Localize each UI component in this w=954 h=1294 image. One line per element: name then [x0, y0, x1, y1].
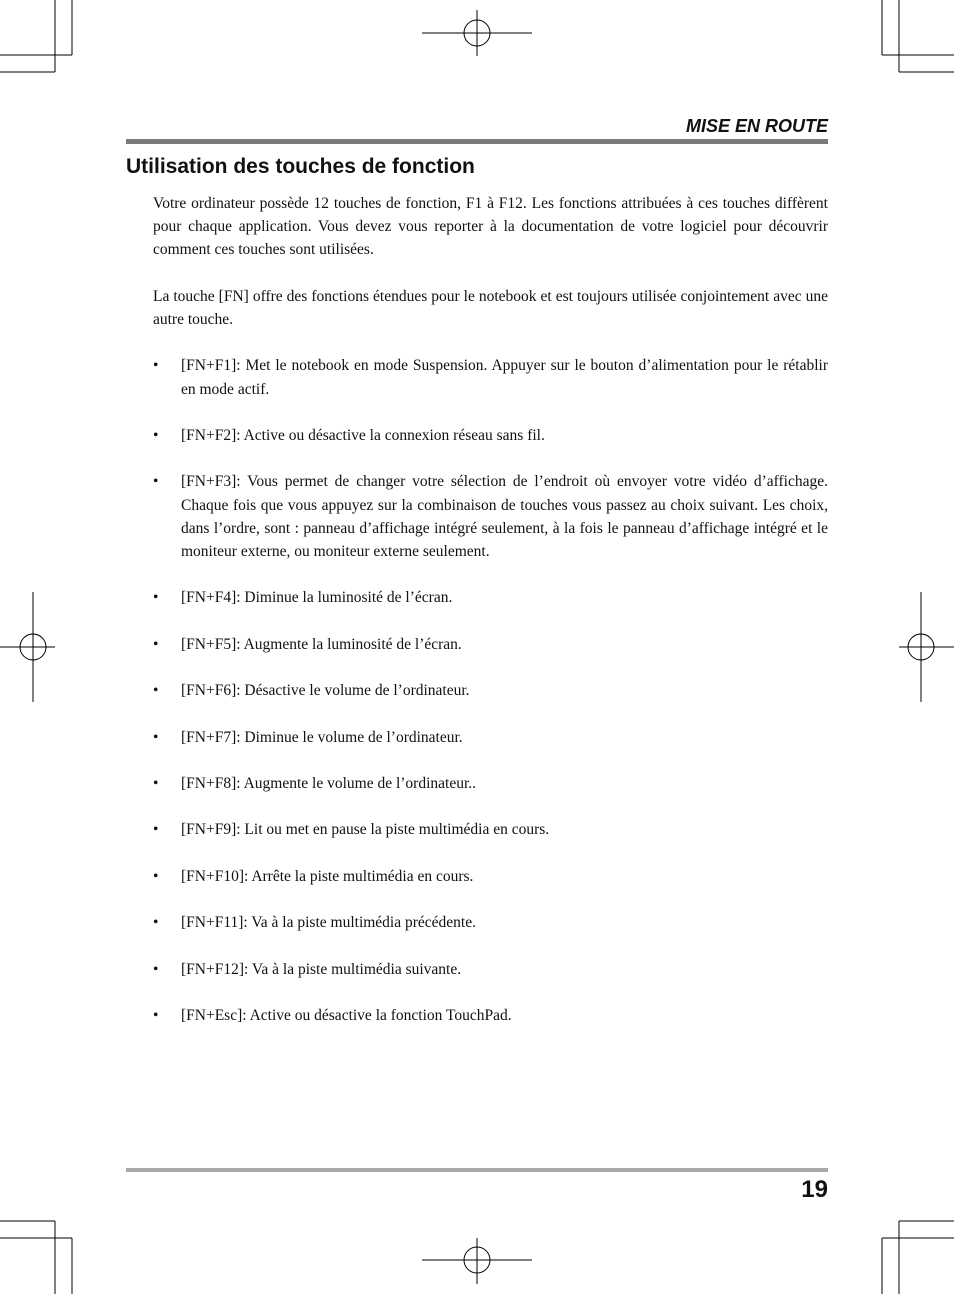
bullet: •	[153, 821, 159, 839]
fn-key-paragraph: La touche [FN] offre des fonctions étendues pour le notebook et est toujours utilisée conjointement avec une autre touche.	[153, 287, 828, 328]
list-item	[153, 354, 828, 400]
list-item	[153, 958, 828, 981]
list-item-text: [FN+F3]: Vous permet de changer votre sélection de l’endroit où envoyer votre vidéo d’affichage. Chaque fois que vous appuyez sur la combinaison de touches vous passez au choix suivant. Les choix, dans l’ordre, sont : panneau d’affichage intégré seulement, à la fois le panneau d’affichage intégré et le moniteur externe, ou moniteur externe seulement.	[181, 473, 828, 560]
list-item	[153, 470, 828, 563]
function-key-list	[153, 354, 828, 1027]
list-item-text: [FN+F5]: Augmente la luminosité de l’écran.	[181, 635, 462, 653]
bullet: •	[153, 728, 159, 746]
header-rule	[126, 139, 828, 144]
bullet: •	[153, 589, 159, 607]
list-item-text: [FN+F2]: Active ou désactive la connexion réseau sans fil.	[181, 426, 545, 444]
bullet: •	[153, 1006, 159, 1024]
intro-paragraph: Votre ordinateur possède 12 touches de fonction, F1 à F12. Les fonctions attribuées à ces touches diffèrent pour chaque application. Vous devez vous reporter à la documentation de votre logiciel pour découvrir comment ces touches sont utilisées.	[153, 195, 828, 259]
list-item	[153, 1004, 828, 1027]
bullet: •	[153, 867, 159, 885]
list-item-text: [FN+Esc]: Active ou désactive la fonction TouchPad.	[181, 1006, 512, 1024]
list-item-text: [FN+F12]: Va à la piste multimédia suivante.	[181, 960, 462, 978]
list-item	[153, 818, 828, 841]
list-item	[153, 679, 828, 702]
list-item	[153, 772, 828, 795]
list-item-text: [FN+F9]: Lit ou met en pause la piste multimédia en cours.	[181, 821, 550, 839]
list-item	[153, 633, 828, 656]
section-header: MISE EN ROUTE	[685, 116, 828, 136]
bullet: •	[153, 682, 159, 700]
list-item-text: [FN+F8]: Augmente le volume de l’ordinateur..	[181, 774, 477, 792]
list-item-text: [FN+F10]: Arrête la piste multimédia en cours.	[181, 867, 474, 885]
list-item-text: [FN+F11]: Va à la piste multimédia précédente.	[181, 914, 476, 932]
list-item	[153, 911, 828, 934]
list-item	[153, 586, 828, 609]
list-item-text: [FN+F4]: Diminue la luminosité de l’écran.	[181, 589, 453, 607]
list-item-text: [FN+F7]: Diminue le volume de l’ordinateur.	[181, 728, 463, 746]
footer-rule	[126, 1168, 828, 1172]
list-item-text: [FN+F1]: Met le notebook en mode Suspension. Appuyer sur le bouton d’alimentation pour le rétablir en mode actif.	[181, 357, 828, 398]
list-item	[153, 424, 828, 447]
bullet: •	[153, 473, 159, 491]
list-item	[153, 726, 828, 749]
list-item	[153, 865, 828, 888]
page-number: 19	[801, 1176, 828, 1203]
bullet: •	[153, 914, 159, 932]
bullet: •	[153, 426, 159, 444]
bullet: •	[153, 960, 159, 978]
list-item-text: [FN+F6]: Désactive le volume de l’ordinateur.	[181, 682, 470, 700]
page-title: Utilisation des touches de fonction	[126, 155, 475, 178]
bullet: •	[153, 635, 159, 653]
bullet: •	[153, 357, 159, 375]
body-text	[153, 192, 828, 1050]
bullet: •	[153, 774, 159, 792]
